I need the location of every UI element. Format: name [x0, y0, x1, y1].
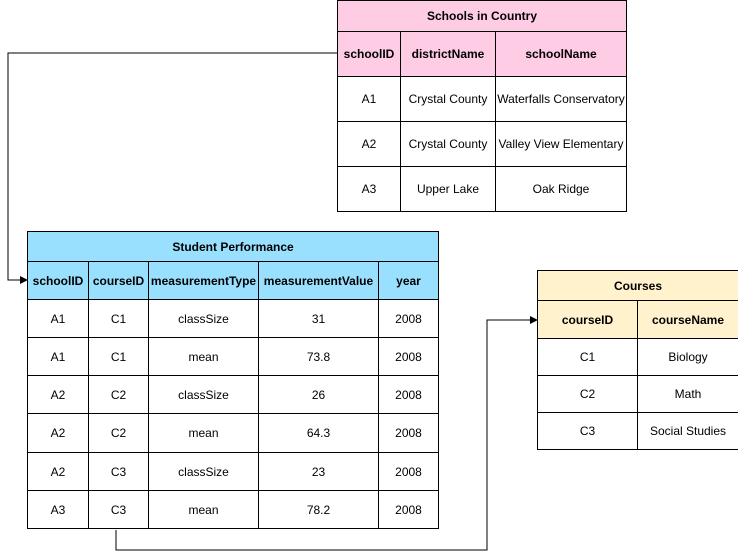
performance-cell: 31: [259, 300, 379, 338]
performance-cell: mean: [149, 338, 259, 376]
courses-cell: C2: [538, 376, 638, 413]
performance-cell: C3: [89, 491, 149, 529]
performance-cell: 2008: [379, 414, 439, 453]
courses-table-title: Courses: [538, 271, 738, 301]
performance-cell: A1: [28, 338, 89, 376]
courses-col-courseid: courseID: [538, 301, 638, 339]
courses-cell: C1: [538, 339, 638, 376]
performance-cell: 73.8: [259, 338, 379, 376]
performance-cell: C1: [89, 300, 149, 338]
schools-cell: A3: [338, 167, 401, 212]
performance-cell: A1: [28, 300, 89, 338]
schools-cell: Valley View Elementary: [496, 122, 627, 167]
courses-cell: C3: [538, 413, 638, 450]
performance-cell: mean: [149, 414, 259, 453]
performance-col-year: year: [379, 262, 439, 300]
schools-to-performance-connector: [8, 53, 337, 280]
courses-cell: Social Studies: [638, 413, 738, 450]
performance-cell: A3: [28, 491, 89, 529]
schools-cell: A2: [338, 122, 401, 167]
performance-cell: classSize: [149, 376, 259, 414]
performance-cell: 2008: [379, 338, 439, 376]
schools-col-schoolname: schoolName: [496, 32, 627, 77]
performance-cell: C2: [89, 376, 149, 414]
performance-cell: classSize: [149, 300, 259, 338]
performance-cell: A2: [28, 376, 89, 414]
schools-cell: A1: [338, 77, 401, 122]
performance-cell: 2008: [379, 453, 439, 491]
courses-cell: Math: [638, 376, 738, 413]
performance-cell: 23: [259, 453, 379, 491]
performance-cell: classSize: [149, 453, 259, 491]
schools-col-schoolid: schoolID: [338, 32, 401, 77]
performance-cell: 64.3: [259, 414, 379, 453]
performance-cell: 2008: [379, 376, 439, 414]
performance-cell: 2008: [379, 300, 439, 338]
performance-to-courses-connector: [116, 320, 537, 550]
performance-cell: 26: [259, 376, 379, 414]
performance-col-measurementvalue: measurementValue: [259, 262, 379, 300]
schools-table-title: Schools in Country: [338, 1, 627, 32]
performance-col-courseid: courseID: [89, 262, 149, 300]
schools-cell: Crystal County: [401, 122, 496, 167]
performance-cell: C2: [89, 414, 149, 453]
courses-cell: Biology: [638, 339, 738, 376]
performance-cell: 78.2: [259, 491, 379, 529]
performance-cell: C3: [89, 453, 149, 491]
performance-col-measurementtype: measurementType: [149, 262, 259, 300]
performance-col-schoolid: schoolID: [28, 262, 89, 300]
performance-cell: 2008: [379, 491, 439, 529]
performance-cell: A2: [28, 453, 89, 491]
schools-cell: Upper Lake: [401, 167, 496, 212]
schools-cell: Oak Ridge: [496, 167, 627, 212]
performance-cell: mean: [149, 491, 259, 529]
performance-cell: C1: [89, 338, 149, 376]
courses-col-coursename: courseName: [638, 301, 738, 339]
schools-cell: Waterfalls Conservatory: [496, 77, 627, 122]
schools-cell: Crystal County: [401, 77, 496, 122]
performance-table-title: Student Performance: [28, 232, 439, 262]
performance-cell: A2: [28, 414, 89, 453]
schools-col-districtname: districtName: [401, 32, 496, 77]
